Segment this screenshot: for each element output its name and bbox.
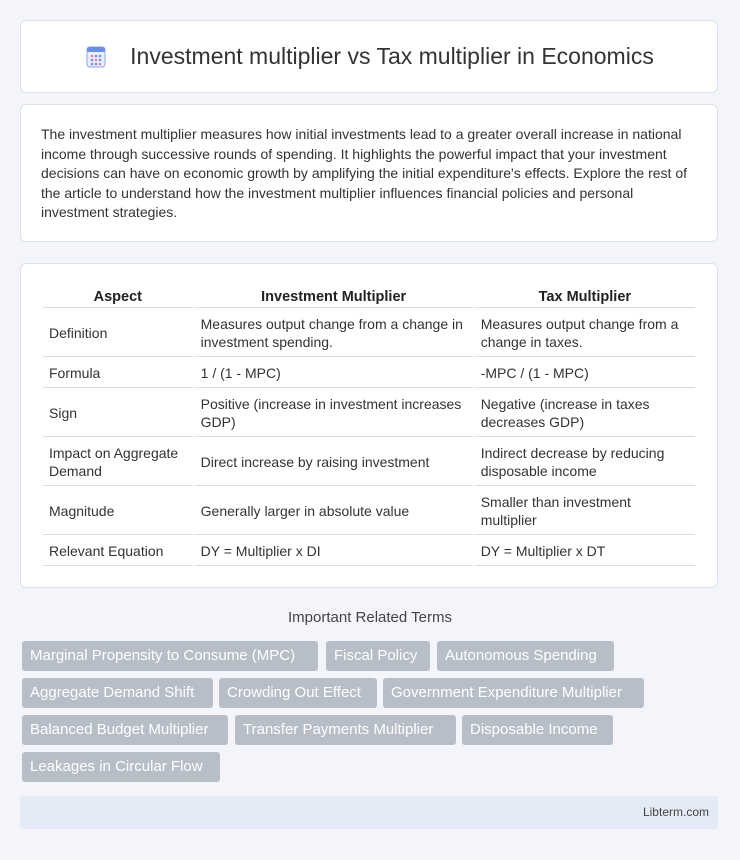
table-cell: Smaller than investment multiplier — [475, 487, 695, 535]
table-cell: DY = Multiplier x DI — [195, 536, 473, 566]
column-header-investment: Investment Multiplier — [195, 285, 473, 308]
table-cell: Measures output change from a change in taxes. — [475, 309, 695, 357]
related-term-tag[interactable]: Autonomous Spending — [437, 641, 614, 671]
table-cell: 1 / (1 - MPC) — [195, 358, 473, 388]
related-term-tag[interactable]: Fiscal Policy — [326, 641, 430, 671]
table-cell: Magnitude — [43, 487, 193, 535]
table-header-row — [43, 285, 695, 308]
calculator-icon — [84, 45, 108, 69]
page-title: Investment multiplier vs Tax multiplier in Economics — [130, 43, 654, 69]
table-cell: Positive (increase in investment increases GDP) — [195, 389, 473, 437]
column-header-tax: Tax Multiplier — [475, 285, 695, 308]
title-card — [20, 20, 718, 93]
table-row — [43, 309, 695, 357]
table-cell: Measures output change from a change in investment spending. — [195, 309, 473, 357]
related-term-tag[interactable]: Disposable Income — [462, 715, 613, 745]
table-cell: Direct increase by raising investment — [195, 438, 473, 486]
related-term-tag[interactable]: Leakages in Circular Flow — [22, 752, 220, 782]
table-cell: -MPC / (1 - MPC) — [475, 358, 695, 388]
related-term-tag[interactable]: Government Expenditure Multiplier — [383, 678, 644, 708]
table-cell: Generally larger in absolute value — [195, 487, 473, 535]
intro-paragraph: The investment multiplier measures how initial investments lead to a greater overall increase in national income through successive rounds of spending. It highlights the powerful impact that your investment decisions can have on economic growth by amplifying the initial expenditure's effects. Explore the rest of the article to understand how the investment multiplier influences financial policies and personal investment strategies. — [41, 126, 687, 221]
comparison-card — [20, 263, 718, 588]
related-term-tag[interactable]: Aggregate Demand Shift — [22, 678, 213, 708]
table-cell: Relevant Equation — [43, 536, 193, 566]
table-cell: Indirect decrease by reducing disposable income — [475, 438, 695, 486]
related-term-tag[interactable]: Balanced Budget Multiplier — [22, 715, 228, 745]
table-row — [43, 358, 695, 388]
footer-brand: Libterm.com — [642, 805, 709, 819]
intro-card — [20, 104, 718, 242]
comparison-table — [41, 284, 697, 567]
related-term-tag[interactable]: Marginal Propensity to Consume (MPC) — [22, 641, 318, 671]
table-cell: DY = Multiplier x DT — [475, 536, 695, 566]
table-row — [43, 487, 695, 535]
table-cell: Formula — [43, 358, 193, 388]
table-row — [43, 536, 695, 566]
related-term-tag[interactable]: Crowding Out Effect — [219, 678, 377, 708]
table-cell: Negative (increase in taxes decreases GDP) — [475, 389, 695, 437]
related-term-tag[interactable]: Transfer Payments Multiplier — [235, 715, 456, 745]
footer — [20, 796, 718, 829]
table-cell: Impact on Aggregate Demand — [43, 438, 193, 486]
table-row — [43, 389, 695, 437]
column-header-aspect: Aspect — [43, 285, 193, 308]
related-terms-heading: Important Related Terms — [288, 609, 452, 626]
table-cell: Sign — [43, 389, 193, 437]
table-row — [43, 438, 695, 486]
table-cell: Definition — [43, 309, 193, 357]
